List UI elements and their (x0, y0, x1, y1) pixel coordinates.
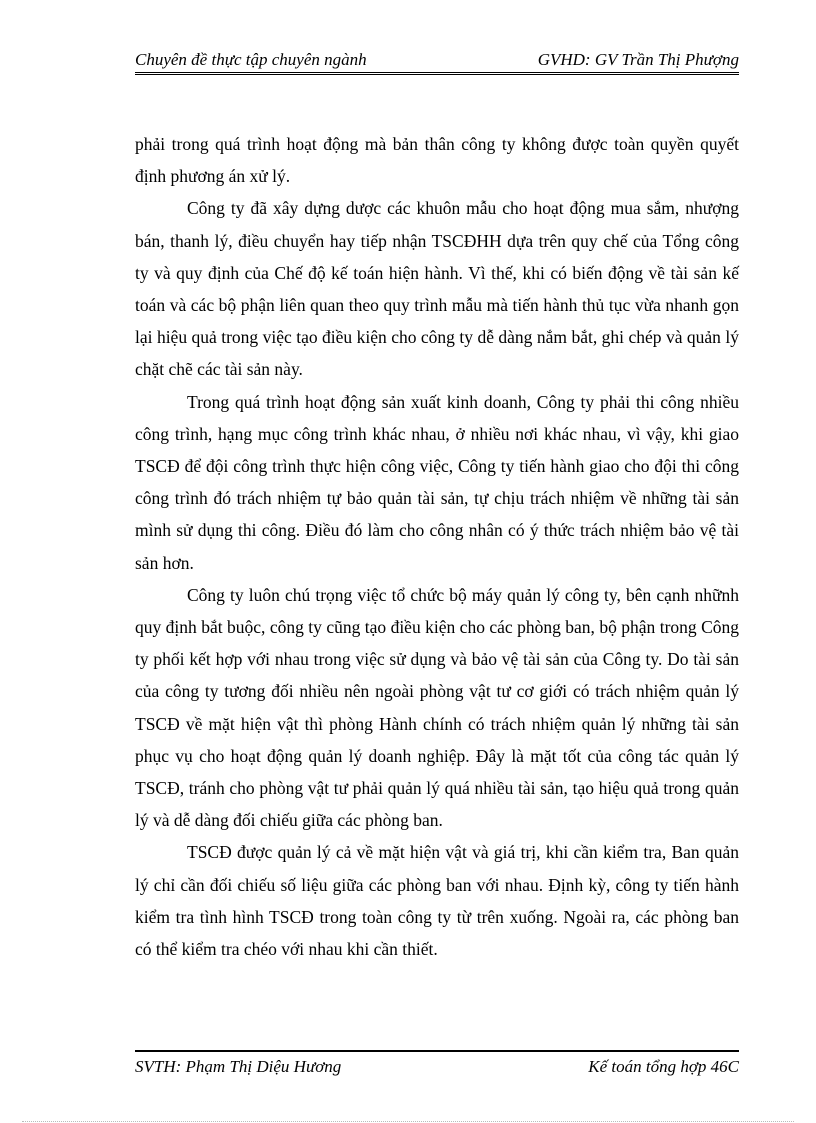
header-divider-second (135, 74, 739, 75)
page-bottom-edge (22, 1121, 794, 1122)
header-divider (135, 72, 739, 73)
paragraph-continuation: phải trong quá trình hoạt động mà bản thân công ty không được toàn quyền quyết định phương án xử lý. (135, 134, 739, 187)
paragraph-templates: Công ty đã xây dựng dược các khuôn mẫu cho hoạt động mua sắm, nhượng bán, thanh lý, điều chuyển hay tiếp nhận TSCĐHH dựa trên quy chế của Tổng công ty và quy định của Chế độ kế toán hiện hành. Vì thế, khi có biến động về tài sản kế toán và các bộ phận liên quan theo quy trình mẫu mà tiến hành thủ tục vừa nhanh gọn lại hiệu quả trong việc tạo điều kiện cho công ty dễ dàng nắm bắt, ghi chép và quản lý chặt chẽ các tài sản này. (135, 198, 739, 380)
page-header (135, 49, 739, 73)
footer-student: SVTH: Phạm Thị Diệu Hương (135, 1057, 342, 1076)
page-footer (135, 1056, 739, 1080)
footer-divider (135, 1050, 739, 1052)
paragraph-construction-teams: Trong quá trình hoạt động sản xuất kinh doanh, Công ty phải thi công nhiều công trình, hạng mục công trình khác nhau, ở nhiều nơi khác nhau, vì vậy, khi giao TSCĐ để đội công trình thực hiện công việc, Công ty tiến hành giao cho đội thi công công trình đó trách nhiệm tự bảo quản tài sản, tự chịu trách nhiệm về những tài sản mình sử dụng thi công. Điều đó làm cho công nhân có ý thức trách nhiệm bảo vệ tài sản hơn. (135, 391, 739, 573)
paragraph-inspection: TSCĐ được quản lý cả về mặt hiện vật và giá trị, khi cần kiểm tra, Ban quản lý chỉ cần đối chiếu số liệu giữa các phòng ban với nhau. Định kỳ, công ty tiến hành kiểm tra tình hình TSCĐ trong toàn công ty từ trên xuống. Ngoài ra, các phòng ban có thể kiểm tra chéo với nhau khi cần thiết. (135, 842, 739, 960)
page-body (135, 128, 739, 965)
footer-class: Kế toán tổng hợp 46C (588, 1057, 739, 1076)
paragraph-management-structure: Công ty luôn chú trọng việc tổ chức bộ máy quản lý công ty, bên cạnh nhữnh quy định bắt buộc, công ty cũng tạo điều kiện cho các phòng ban, bộ phận trong Công ty phối kết hợp với nhau trong việc sử dụng và bảo vệ tài sản của Công ty. Do tài sản của công ty tương đối nhiều nên ngoài phòng vật tư cơ giới có trách nhiệm quản lý TSCĐ về mặt hiện vật thì phòng Hành chính có trách nhiệm quản lý những tài sản phục vụ cho hoạt động quản lý doanh nghiệp. Đây là mặt tốt của công tác quản lý TSCĐ, tránh cho phòng vật tư phải quản lý quá nhiều tài sản, tạo hiệu quả trong quản lý và dễ dàng đối chiếu giữa các phòng ban. (135, 584, 739, 831)
header-supervisor: GVHD: GV Trần Thị Phượng (537, 50, 739, 69)
header-report-title: Chuyên đề thực tập chuyên ngành (135, 50, 367, 69)
